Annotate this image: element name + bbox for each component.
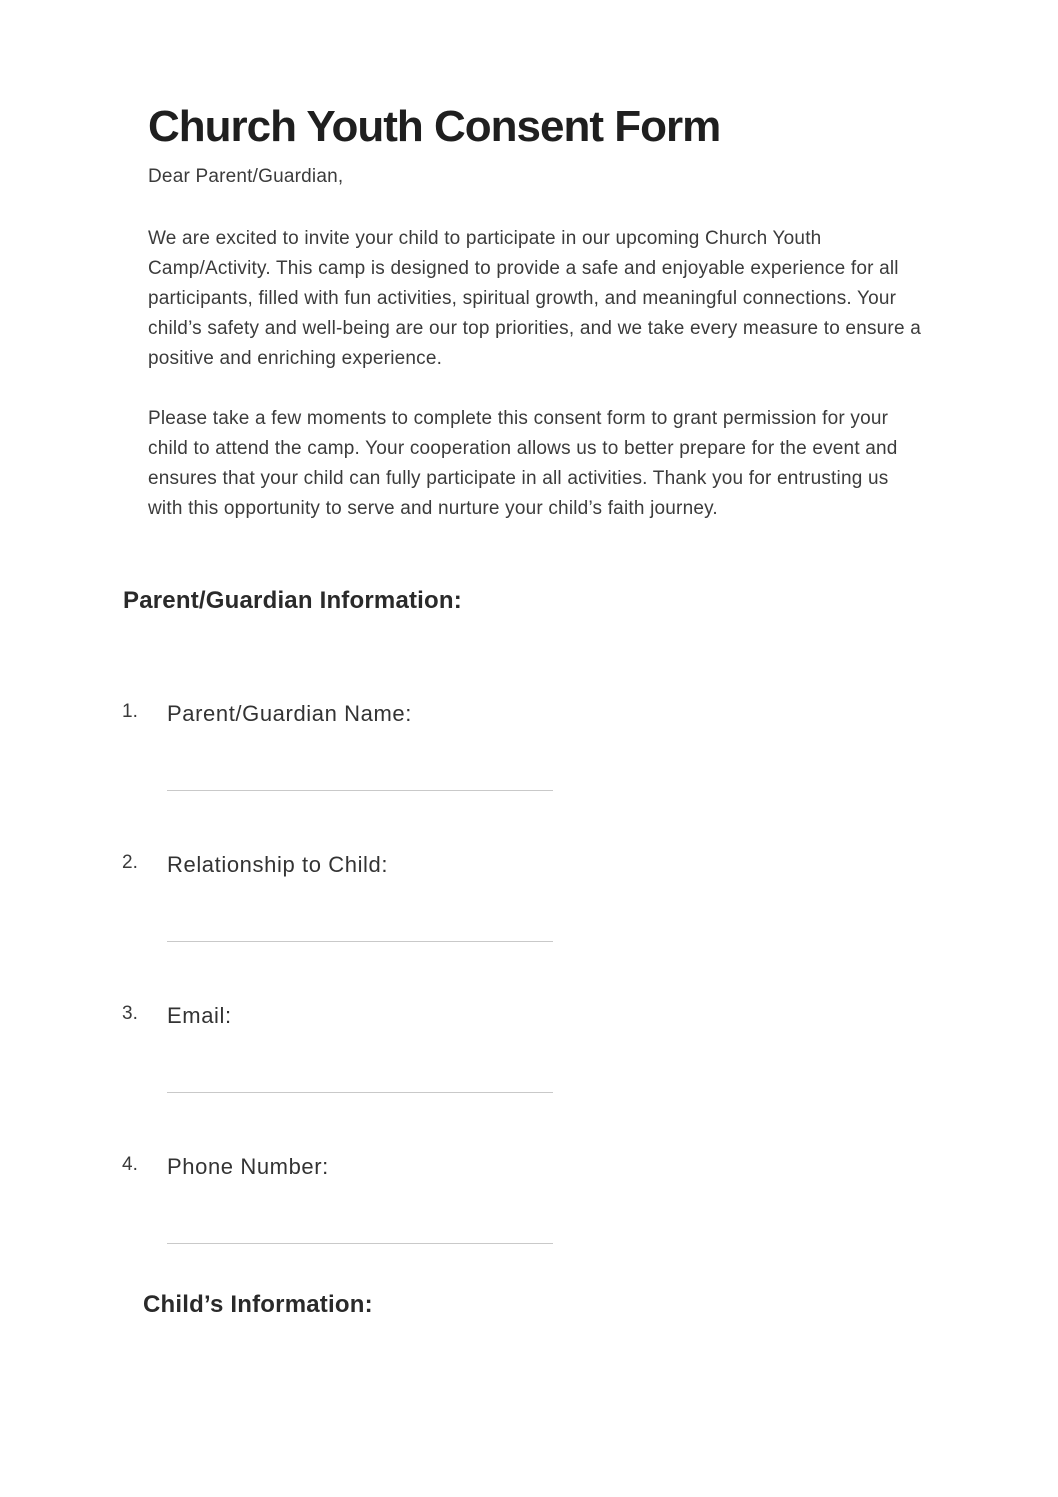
answer-input-phone-number[interactable] [167,1240,553,1244]
answer-input-email[interactable] [167,1089,553,1093]
question-label: Relationship to Child: [167,852,389,878]
question-number: 1. [122,701,138,723]
question-number: 2. [122,852,138,874]
question-item [0,1152,1058,1244]
question-number: 4. [122,1154,138,1176]
question-item [0,699,1058,791]
question-number: 3. [122,1003,138,1025]
intro-paragraph-2: Please take a few moments to complete this consent form to grant permission for your child to attend the camp. Your cooperation allows us to better prepare for the event and ensures that your child can fully participate in all activities. Thank you for entrusting us with this opportunity to serve and nurture your child’s faith journey. [148,408,898,520]
question-label: Phone Number: [167,1154,329,1180]
question-label: Parent/Guardian Name: [167,701,412,727]
answer-input-parent-guardian-name[interactable] [167,787,553,791]
intro-paragraph-1: We are excited to invite your child to participate in our upcoming Church Youth Camp/Activity. This camp is designed to provide a safe and enjoyable experience for all participants, filled with fun activities, spiritual growth, and meaningful connections. Your child’s safety and well-being are our top priorities, and we take every measure to ensure a positive and enriching experience. [148,228,921,370]
salutation: Dear Parent/Guardian, [148,166,344,188]
answer-input-relationship-to-child[interactable] [167,938,553,942]
section-heading-parent-info: Parent/Guardian Information: [123,587,462,615]
page-title: Church Youth Consent Form [148,102,721,151]
question-item [0,1001,1058,1093]
question-row [122,850,1058,880]
section-heading-child-info: Child’s Information: [143,1291,373,1319]
question-row [122,699,1058,729]
question-row [122,1001,1058,1031]
question-row [122,1152,1058,1182]
question-item [0,850,1058,942]
question-label: Email: [167,1003,232,1029]
